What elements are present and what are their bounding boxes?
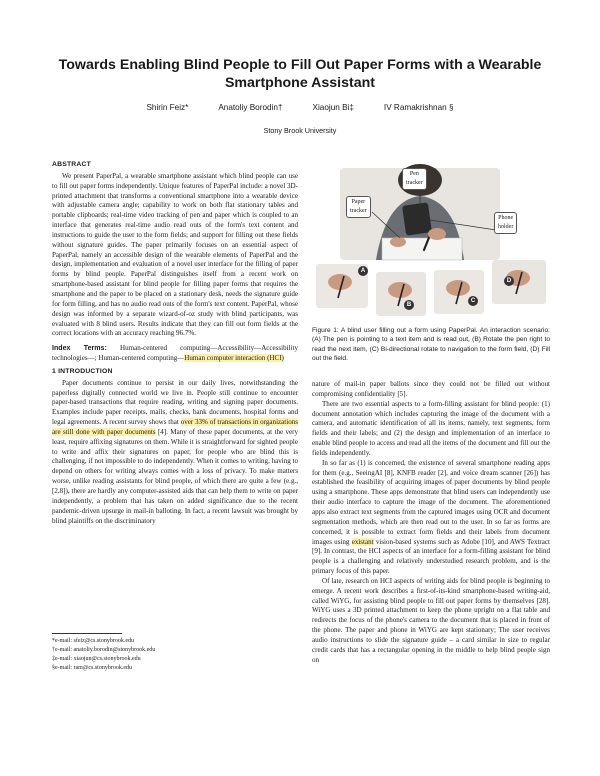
author-name: IV Ramakrishnan § [383, 103, 454, 112]
panel-b [376, 272, 426, 316]
intro-p3-text-cont: vision-based systems such as Adobe [10], and AWS Textract [9]. In contrast, the HCI aspects of an interface for a form-filling assistant for blind people is a challenging and relatively understudied research problem, and is the primary focus of this paper. [312, 537, 550, 576]
panel-c [434, 270, 484, 314]
intro-paragraph-1 [52, 379, 298, 527]
footnote: §e-mail: ram@cs.stonybrook.edu [52, 664, 133, 671]
callout-phone-holder: Phone holder [494, 212, 517, 234]
footnote-rule [52, 633, 122, 634]
callout-pen-tracker: Pen tracker [402, 168, 427, 190]
index-terms-text: Human-centered computing—Accessibility—Accessibility technologies—; Human-centered computing— [52, 344, 299, 363]
author-name: Xiaojun Bi‡ [312, 103, 354, 112]
panel-label-a: A [358, 266, 368, 276]
index-terms-highlight: Human computer interaction (HCI) [184, 354, 284, 363]
figure-illustration [312, 160, 550, 320]
left-column [52, 160, 298, 526]
intro-p3-text: In so far as (1) is concerned, the existence of several smartphone reading apps for them (e.g., SeeingAI [8], KNFB reader [2], and voice dream scanner [26]) has established the feasibility of acquiring images of paper documents by blind people using a smartphone. These apps demonstrate that blind users can independently use their audio interface to capture the image of the document. The aforementioned apps also extract text segments from the captured images using OCR and document segmentation methods, which are then read out to the user. In so far as forms are concerned, it is possible to extract form fields and their labels from document images using [312, 458, 550, 546]
affiliation: Stony Brook University [263, 126, 337, 135]
right-column [312, 380, 550, 665]
intro-p1-text-cont: [4]. Many of these paper documents, at the very least, require affixing signatures on them. While it is straightforward for sighted people to write and affix their signatures on paper, for people who are blind this is challenging, if not impossible to do independently. When it comes to writing, having to depend on others for writing always comes with a loss of privacy. To make matters worse, unlike reading assistants for blind people, of which there are quite a few (e.g., [2,8]), there are hardly any computer-assisted aids that can help them to write on paper independently, a problem that has taken on added significance due to the recent pandemic-driven upsurge in mail-in balloting. In fact, a recent lawsuit was brought by blind plaintiffs on the discriminatory [52, 427, 299, 525]
intro-paragraph-2: There are two essential aspects to a form-filling assistant for blind people: (1) document annotation which includes capturing the image of the document with a camera, and automatic identification of all its items, namely, text segments, form fields and their labels; and (2) the design and implementation of an interface to enable blind people to access and read all the items of the document and fill out the fields independently. [312, 399, 550, 457]
intro-paragraph-3 [312, 459, 550, 577]
abstract-text: We present PaperPal, a wearable smartphone assistant which blind people can use to fill out paper forms independently. Unique features of PaperPal include: a novel 3D-printed attachment that transforms a conventional smartphone into a wearable device with adjustable camera angle; capability to work on both flat stationary tables and portable clipboards; real-time video tracking of pen and paper which is coupled to an interface that generates real-time audio read outs of the form's text content and instructions to guide the user to the form fields; and support for filling out these fields without signature guides. The paper primarily focuses on an essential aspect of PaperPal, namely an accessible design of the wearable elements of PaperPal and the design, implementation and evaluation of a novel user interface for the filling of paper forms by blind people. PaperPal distinguishes itself from a recent work on smartphone-based assistant for blind people for filling paper forms that requires the smartphone and the paper to be placed on a stationary desk, needs the signature guide for form filling, and has no audio read outs of the form's text content. PaperPal, whose design was informed by a separate wizard-of-oz study with blind participants, was evaluated with 8 blind users. Results indicate that they can fill out form fields at the correct locations with an accuracy reaching 96.7%. [52, 171, 298, 338]
intro-p1-continued: nature of mail-in paper ballots since they could not be filled out without compromising confidentiality [5]. [312, 380, 550, 398]
footnotes [52, 633, 298, 673]
index-terms-label: Index Terms: [52, 345, 107, 353]
footnote: ‡e-mail: xiaojun@cs.stonybrook.edu [52, 655, 141, 662]
panel-label-d: D [504, 276, 514, 286]
abstract-heading: ABSTRACT [52, 161, 91, 168]
panel-label-c: C [468, 296, 478, 306]
intro-paragraph-4: Of late, research on HCI aspects of writing aids for blind people is beginning to emerge. A recent work describes a first-of-its-kind smartphone-based writing-aid, called WiYG, for assisting blind people to fill out paper forms by themselves [28]. WiYG uses a 3D printed attachment to keep the phone upright on a flat table and redirects the focus of the phone's camera to the document that is placed in front of the phone. The paper and phone in WiYG are kept stationary; The user receives audio instructions to slide the signature guide – a card similar in size to regular credit cards that has a rectangular opening in the middle to help blind people sign on [312, 576, 550, 664]
panel-label-b: B [404, 300, 414, 310]
intro-p1-highlight: over 33% of transactions in organizations are still done with paper documents [52, 418, 299, 436]
index-terms [52, 344, 298, 364]
figure-caption: Figure 1: A blind user filling out a form using PaperPal. An interaction scenario: (A) The pen is pointing to a text item and is read out, (B) Rotate the pen right to read the next item, (C) Bi-directional rotate to navigation to the form field, (D) Fill out the field. [312, 327, 550, 363]
author-name: Shirin Feiz* [146, 103, 189, 112]
intro-p3-highlight: existant [351, 537, 374, 546]
figure-1 [312, 160, 550, 320]
author-list [40, 103, 560, 112]
paper-title: Towards Enabling Blind People to Fill Out Paper Forms with a Wearable Smartphone Assistant [58, 57, 542, 91]
author-name: Anatoliy Borodin† [218, 103, 283, 112]
intro-p1-text: Paper documents continue to persist in our daily lives, notwithstanding the paperless digitally connected world we live in. People still continue to encounter paper-based transactions that require reading, writing and signing paper documents. Examples include paper receipts, mails, checks, bank documents, hospital forms and legal agreements. A recent survey shows that [52, 378, 298, 427]
intro-heading: 1 INTRODUCTION [52, 367, 113, 375]
callout-paper-tracker: Paper tracker [346, 196, 371, 218]
panel-d [492, 260, 546, 304]
footnote: †e-mail: anatoliy.borodin@stonybrook.edu [52, 646, 156, 653]
footnote: *e-mail: sfeiz@cs.stonybrook.edu [52, 638, 135, 644]
